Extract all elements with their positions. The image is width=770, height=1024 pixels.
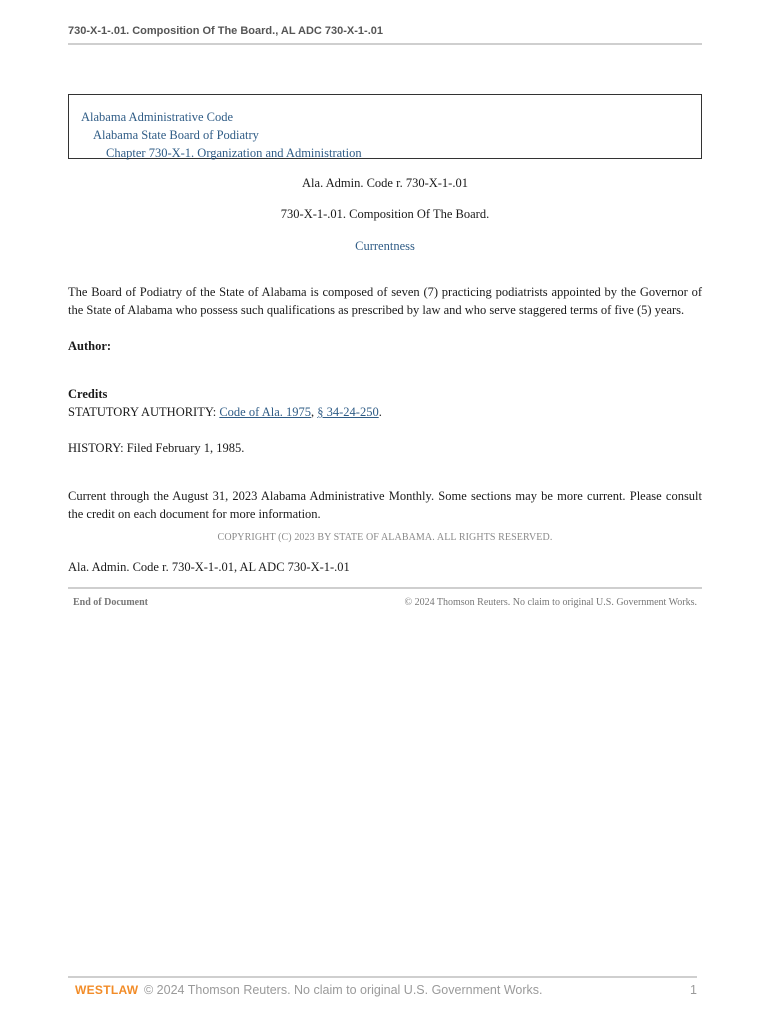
statutory-suffix: . <box>378 405 382 419</box>
current-through-note: Current through the August 31, 2023 Alabama Administrative Monthly. Some sections may be more current. Please consult the credit on each document for more information. <box>68 489 702 521</box>
footer-citation: Ala. Admin. Code r. 730-X-1-.01, AL ADC 730-X-1-.01 <box>68 560 350 574</box>
history-note: HISTORY: Filed February 1, 1985. <box>68 441 245 455</box>
running-header: 730-X-1-.01. Composition Of The Board., AL ADC 730-X-1-.01 <box>68 25 702 45</box>
breadcrumb-chapter-link[interactable]: Chapter 730-X-1. Organization and Administration <box>106 146 362 160</box>
end-of-document-label: End of Document <box>73 597 149 608</box>
footer-copyright: © 2024 Thomson Reuters. No claim to original U.S. Government Works. <box>144 983 543 997</box>
westlaw-logo: WESTLAW <box>75 983 139 997</box>
end-bar-copyright: © 2024 Thomson Reuters. No claim to original U.S. Government Works. <box>404 597 697 608</box>
breadcrumb <box>68 94 702 159</box>
breadcrumb-code-link[interactable]: Alabama Administrative Code <box>81 110 234 124</box>
code-of-ala-link[interactable]: Code of Ala. 1975 <box>219 405 312 419</box>
breadcrumb-board-link[interactable]: Alabama State Board of Podiatry <box>93 128 259 142</box>
end-of-document-bar <box>68 587 702 608</box>
credits-heading: Credits <box>68 387 108 401</box>
author-label: Author: <box>68 339 112 353</box>
page-number: 1 <box>690 983 697 997</box>
statutory-prefix: STATUTORY AUTHORITY: <box>68 405 220 419</box>
page-footer <box>68 976 697 1003</box>
statutory-authority <box>68 403 702 421</box>
rule-body-paragraph: The Board of Podiatry of the State of Alabama is composed of seven (7) practicing podiatrists appointed by the Governor of the State of Alabama who possess such qualifications as prescribed by law and who serve staggered terms of five (5) years. <box>68 285 702 317</box>
statutory-separator: , <box>311 405 318 419</box>
document-citation: Ala. Admin. Code r. 730-X-1-.01 <box>302 176 468 190</box>
currentness-link[interactable]: Currentness <box>355 239 415 253</box>
section-34-24-250-link[interactable]: § 34-24-250 <box>317 405 379 419</box>
rule-title: 730-X-1-.01. Composition Of The Board. <box>280 207 490 221</box>
copyright-notice: COPYRIGHT (C) 2023 BY STATE OF ALABAMA. ALL RIGHTS RESERVED. <box>217 532 553 543</box>
